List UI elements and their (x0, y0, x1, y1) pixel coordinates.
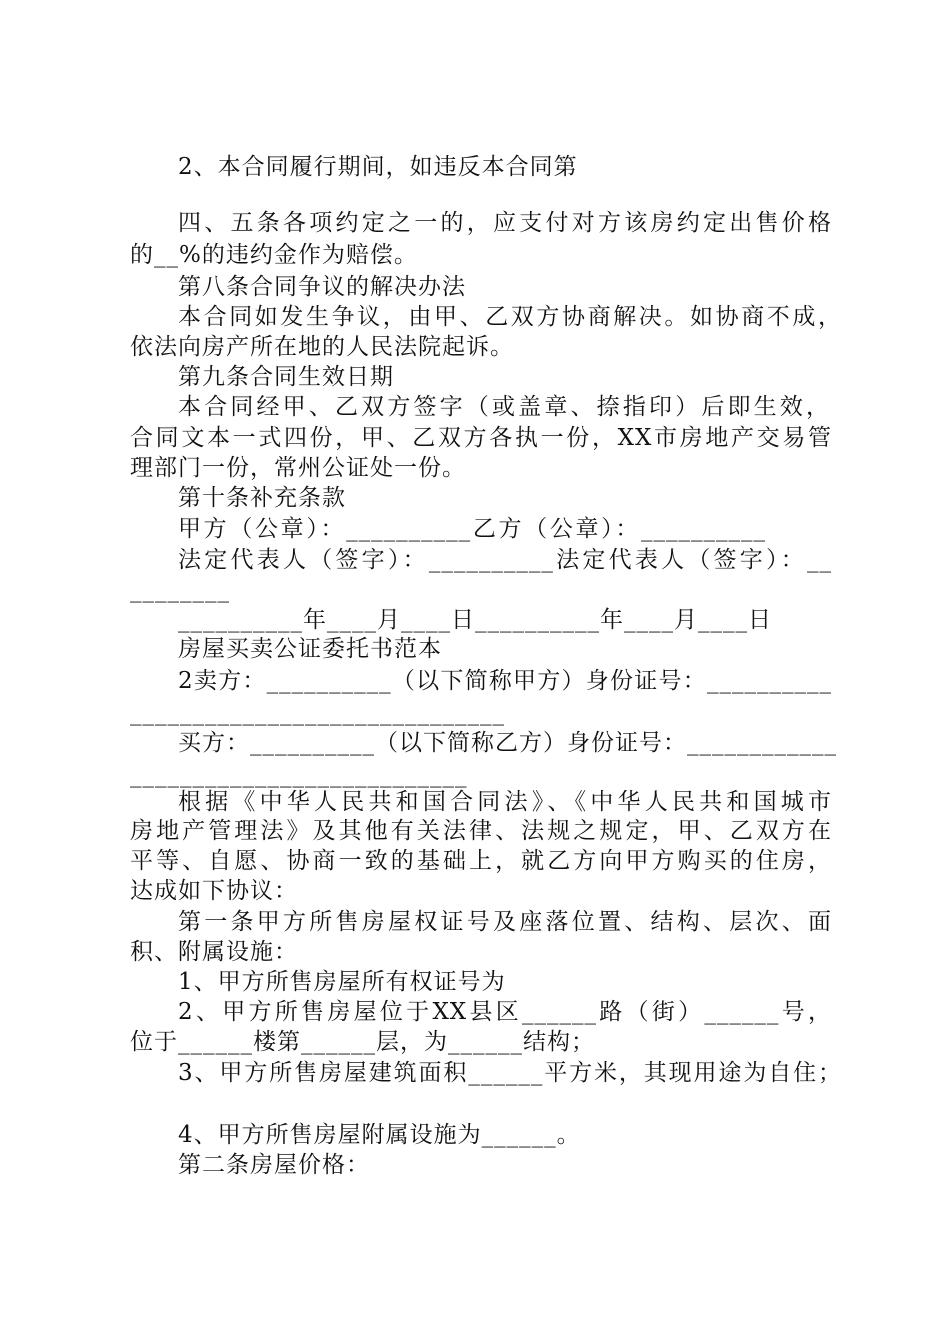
section-heading: 第九条合同生效日期 (178, 364, 394, 390)
text-line: 合同文本一式四份，甲、乙双方各执一份，XX市房地产交易管 (130, 425, 832, 451)
text-line: 的__%的违约金作为赔偿。 (130, 242, 418, 268)
text-line: 积、附属设施： (130, 939, 298, 965)
article-heading: 第二条房屋价格： (178, 1152, 370, 1178)
text-line: 位于______楼第______层，为______结构； (130, 1029, 595, 1055)
signature-line: 甲方（公章）：__________乙方（公章）：__________ (178, 516, 766, 542)
signature-line: 法定代表人（签字）：__________法定代表人（签字）：__ (178, 547, 832, 573)
buyer-line: 买方：__________（以下简称乙方）身份证号：____________ (178, 730, 837, 756)
section-heading: 第十条补充条款 (178, 485, 346, 511)
text-line: 四、五条各项约定之一的，应支付对方该房约定出售价格 (178, 210, 832, 236)
blank-line: ___________________________ (130, 762, 468, 788)
date-line: __________年____月____日__________年____月____日 (178, 607, 772, 633)
article-heading: 第一条甲方所售房屋权证号及座落位置、结构、层次、面 (178, 909, 832, 935)
blank-line: ________ (130, 577, 230, 603)
text-line: 4、甲方所售房屋附属设施为______。 (178, 1122, 581, 1148)
section-heading: 第八条合同争议的解决办法 (178, 274, 466, 300)
text-line: 2、甲方所售房屋位于XX县区______路（街）______号， (178, 999, 832, 1025)
blank-line: ______________________________ (130, 700, 505, 726)
text-line: 房地产管理法》及其他有关法律、法规之规定，甲、乙双方在 (130, 818, 832, 844)
text-line: 本合同经甲、乙双方签字（或盖章、捺指印）后即生效， (178, 394, 830, 420)
text-line: 3、甲方所售房屋建筑面积______平方米，其现用途为自住； (178, 1060, 842, 1086)
seller-line: 2卖方：__________（以下简称甲方）身份证号：__________ (178, 668, 832, 694)
text-line: 根据《中华人民共和国合同法》、《中华人民共和国城市 (178, 789, 832, 815)
text-line: 依法向房产所在地的人民法院起诉。 (130, 334, 514, 360)
text-line: 达成如下协议： (130, 878, 298, 904)
text-line: 1、甲方所售房屋所有权证号为 (178, 969, 506, 995)
section-heading: 房屋买卖公证委托书范本 (178, 636, 442, 662)
text-line: 2、本合同履行期间，如违反本合同第 (178, 154, 578, 180)
text-line: 平等、自愿、协商一致的基础上，就乙方向甲方购买的住房， (130, 848, 832, 874)
text-line: 理部门一份，常州公证处一份。 (130, 455, 466, 481)
text-line: 本合同如发生争议，由甲、乙双方协商解决。如协商不成， (178, 304, 842, 330)
